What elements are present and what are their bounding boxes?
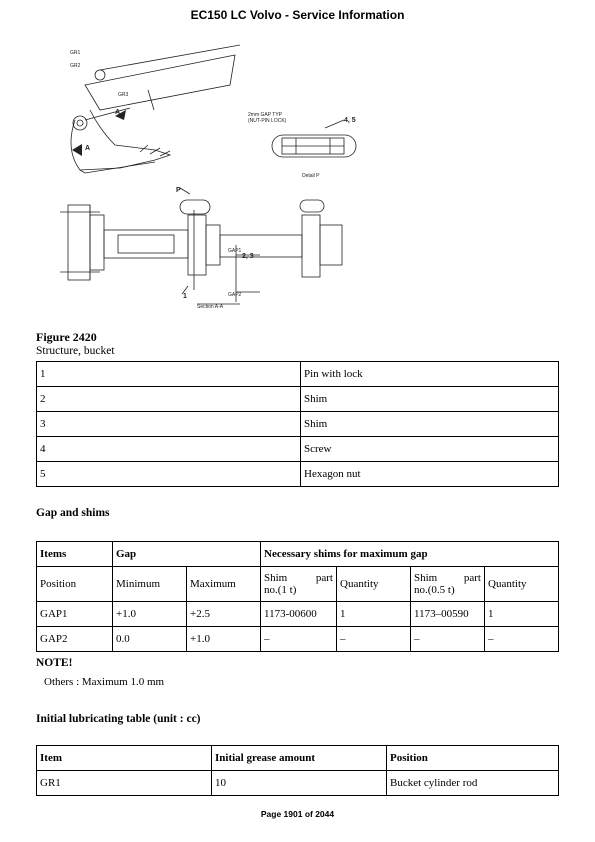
figure-title: Figure 2420 bbox=[36, 330, 97, 344]
col-shims: Necessary shims for maximum gap bbox=[264, 548, 428, 560]
cell-amount: 10 bbox=[212, 771, 387, 796]
col-shim1-word: Shim bbox=[264, 572, 288, 584]
col-minimum: Minimum bbox=[113, 567, 187, 602]
col-items: Items bbox=[40, 548, 67, 560]
col-shim2-part: part bbox=[463, 572, 481, 584]
col-shim2-word: Shim bbox=[414, 572, 438, 584]
col-shim1-part: part bbox=[315, 572, 333, 584]
part-name: Screw bbox=[301, 437, 559, 462]
part-name: Pin with lock bbox=[301, 362, 559, 387]
lube-table bbox=[36, 745, 559, 796]
gap2-label: GAP2 bbox=[228, 292, 242, 298]
part-number: 4 bbox=[37, 437, 301, 462]
col-quantity2: Quantity bbox=[485, 567, 559, 602]
gap-shims-table bbox=[36, 541, 559, 652]
cell-q1: – bbox=[337, 627, 411, 652]
cell-min: +1.0 bbox=[113, 602, 187, 627]
note-title: NOTE! bbox=[36, 657, 73, 669]
parts-table bbox=[36, 361, 559, 487]
label-gr3: GR3 bbox=[118, 92, 129, 98]
figure-caption: Structure, bucket bbox=[36, 345, 115, 357]
callout-p: P bbox=[176, 187, 181, 194]
part-number: 3 bbox=[37, 412, 301, 437]
table-subheader-row bbox=[37, 567, 559, 602]
cell-max: +2.5 bbox=[187, 602, 261, 627]
col-amount: Initial grease amount bbox=[215, 752, 316, 764]
page-footer: Page 1901 of 2044 bbox=[260, 809, 335, 819]
cell-shim2: 1173–00590 bbox=[411, 602, 485, 627]
cell-position: GAP2 bbox=[37, 627, 113, 652]
cell-lube-position: Bucket cylinder rod bbox=[387, 771, 559, 796]
table-row bbox=[37, 437, 559, 462]
col-maximum: Maximum bbox=[187, 567, 261, 602]
section-aa-label: Section A-A bbox=[197, 304, 224, 310]
lube-section-title: Initial lubricating table (unit : cc) bbox=[36, 713, 201, 725]
cell-max: +1.0 bbox=[187, 627, 261, 652]
cell-q2: 1 bbox=[485, 602, 559, 627]
table-row bbox=[37, 627, 559, 652]
col-shim2-no: no.(0.5 t) bbox=[414, 584, 455, 596]
cell-position: GAP1 bbox=[37, 602, 113, 627]
cell-shim1: 1173-00600 bbox=[261, 602, 337, 627]
gap-section-title: Gap and shims bbox=[36, 507, 110, 519]
col-item: Item bbox=[40, 752, 62, 764]
col-lube-position: Position bbox=[390, 752, 428, 764]
arrow-a-label-1: A bbox=[115, 109, 121, 116]
label-gr1: GR1 bbox=[70, 50, 81, 56]
callout-1: 1 bbox=[183, 293, 187, 300]
table-row bbox=[37, 362, 559, 387]
arrow-a-label-2: A bbox=[85, 145, 91, 152]
col-quantity1: Quantity bbox=[337, 567, 411, 602]
table-row bbox=[37, 412, 559, 437]
cell-item: GR1 bbox=[37, 771, 212, 796]
col-gap: Gap bbox=[116, 548, 137, 560]
label-gr2: GR2 bbox=[70, 63, 81, 69]
cell-min: 0.0 bbox=[113, 627, 187, 652]
table-row bbox=[37, 387, 559, 412]
detail-p-label: Detail P bbox=[302, 173, 320, 179]
gap1-label: GAP1 bbox=[228, 248, 242, 254]
part-number: 2 bbox=[37, 387, 301, 412]
page-header-title: EC150 LC Volvo - Service Information bbox=[190, 8, 405, 22]
bucket-structure-drawing bbox=[60, 40, 370, 320]
table-header-row bbox=[37, 542, 559, 567]
callout-4-5: 4, 5 bbox=[344, 117, 356, 124]
cell-q2: – bbox=[485, 627, 559, 652]
table-row bbox=[37, 771, 559, 796]
part-name: Shim bbox=[301, 412, 559, 437]
part-name: Hexagon nut bbox=[301, 462, 559, 487]
cell-q1: 1 bbox=[337, 602, 411, 627]
table-header-row bbox=[37, 746, 559, 771]
part-name: Shim bbox=[301, 387, 559, 412]
part-number: 1 bbox=[37, 362, 301, 387]
table-row bbox=[37, 602, 559, 627]
cell-shim1: – bbox=[261, 627, 337, 652]
gap-note-line2: (NUT-PIN LOCK) bbox=[248, 118, 287, 124]
col-position: Position bbox=[37, 567, 113, 602]
col-shim1-no: no.(1 t) bbox=[264, 584, 297, 596]
table-row bbox=[37, 462, 559, 487]
callout-2-3: 2, 3 bbox=[242, 253, 254, 260]
gap-note-line1: 2mm GAP TYP bbox=[248, 112, 282, 118]
cell-shim2: – bbox=[411, 627, 485, 652]
part-number: 5 bbox=[37, 462, 301, 487]
note-text: Others : Maximum 1.0 mm bbox=[44, 676, 165, 688]
